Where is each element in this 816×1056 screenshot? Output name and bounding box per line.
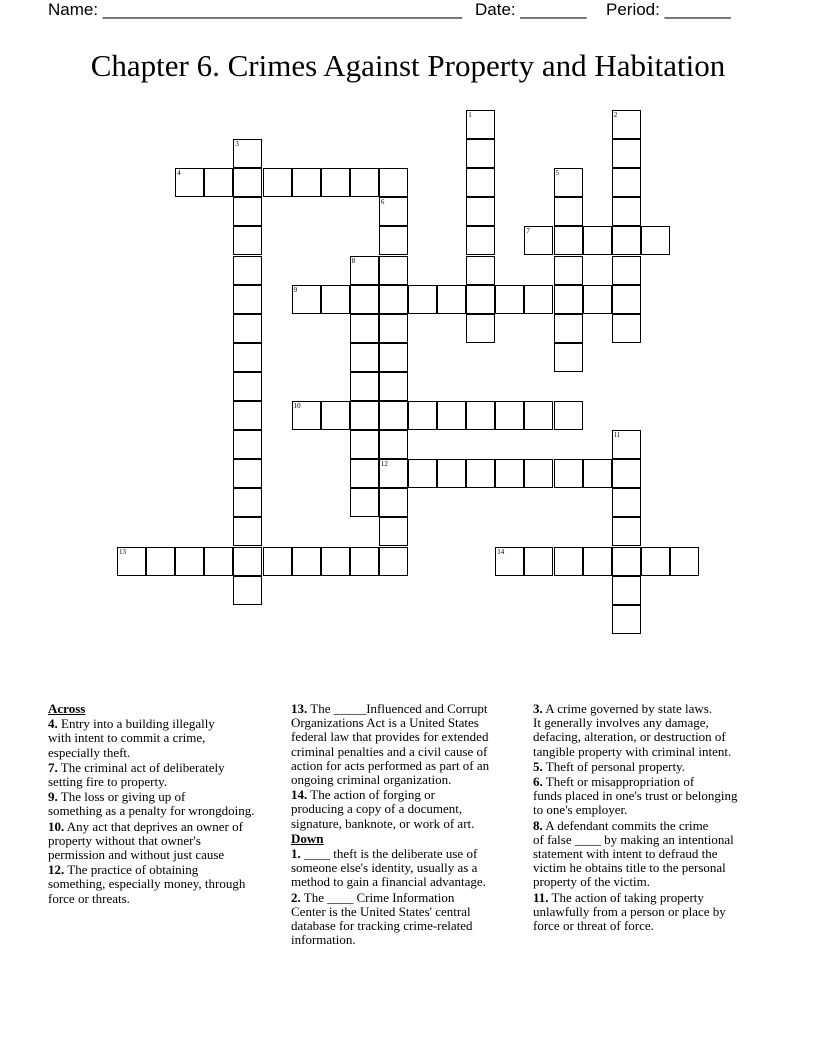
- crossword-cell[interactable]: [466, 139, 495, 168]
- crossword-cell[interactable]: [321, 547, 350, 576]
- crossword-cell[interactable]: [495, 547, 524, 576]
- crossword-cell[interactable]: [379, 547, 408, 576]
- crossword-cell[interactable]: [437, 285, 466, 314]
- crossword-cell[interactable]: [379, 401, 408, 430]
- crossword-cell[interactable]: [466, 168, 495, 197]
- crossword-cell[interactable]: [408, 459, 437, 488]
- crossword-cell[interactable]: [233, 343, 262, 372]
- crossword-cell[interactable]: [466, 459, 495, 488]
- crossword-cell[interactable]: [612, 226, 641, 255]
- clue-number: 13.: [291, 701, 308, 716]
- crossword-cell[interactable]: [524, 401, 553, 430]
- crossword-cell[interactable]: [612, 488, 641, 517]
- clue-item: 9. The loss or giving up of something as a penalty for wrongdoing.: [48, 789, 255, 819]
- crossword-cell[interactable]: [554, 459, 583, 488]
- crossword-cell[interactable]: [292, 547, 321, 576]
- crossword-cell[interactable]: [233, 314, 262, 343]
- crossword-cell[interactable]: [350, 343, 379, 372]
- clue-number-label: 11: [613, 431, 621, 440]
- crossword-cell[interactable]: [379, 256, 408, 285]
- clue-number: 6.: [533, 774, 543, 790]
- crossword-cell[interactable]: [233, 401, 262, 430]
- crossword-cell[interactable]: [379, 314, 408, 343]
- name-field-label[interactable]: Name: ______________________________________: [48, 0, 463, 19]
- clue-item: 12. The practice of obtaining something, especially money, through force or threats.: [48, 862, 246, 906]
- clue-item: 6. Theft or misappropriation of funds placed in one's trust or belonging to one's employer.: [533, 774, 738, 818]
- clue-number: 7.: [48, 759, 58, 775]
- crossword-cell[interactable]: [612, 430, 641, 459]
- crossword-cell[interactable]: [612, 197, 641, 226]
- clue-number: 2.: [291, 889, 301, 905]
- clue-number: 3.: [533, 701, 543, 716]
- clue-number-label: 5: [555, 169, 559, 178]
- crossword-cell[interactable]: [612, 314, 641, 343]
- clue-number: 1.: [291, 846, 301, 862]
- crossword-cell[interactable]: [612, 110, 641, 139]
- crossword-cell[interactable]: [233, 430, 262, 459]
- clue-number-label: 9: [293, 285, 298, 294]
- clue-number-label: 13: [119, 547, 126, 556]
- crossword-cell[interactable]: [350, 430, 379, 459]
- clue-number-label: 4: [177, 169, 181, 178]
- crossword-cell[interactable]: [495, 401, 524, 430]
- crossword-cell[interactable]: [350, 372, 379, 401]
- crossword-cell[interactable]: [408, 401, 437, 430]
- clue-number-label: 10: [293, 402, 301, 410]
- crossword-cell[interactable]: [495, 459, 524, 488]
- crossword-cell[interactable]: [379, 488, 408, 517]
- clue-item: 14. The action of forging or producing a copy of a document, signature, banknote, or work of art.: [291, 787, 475, 831]
- crossword-cell[interactable]: [554, 197, 583, 226]
- clue-number: 12.: [48, 862, 65, 878]
- clue-item: 4. Entry into a building illegally with intent to commit a crime, especially theft.: [48, 716, 215, 760]
- crossword-cell[interactable]: [233, 285, 262, 314]
- crossword-cell[interactable]: [612, 576, 641, 605]
- crossword-cell[interactable]: [233, 517, 262, 546]
- crossword-cell[interactable]: [466, 197, 495, 226]
- crossword-cell[interactable]: [379, 372, 408, 401]
- clue-item: 11. The action of taking property unlawfully from a person or place by force or threat of force.: [533, 889, 726, 934]
- crossword-cell[interactable]: [175, 168, 204, 197]
- crossword-cell[interactable]: [554, 343, 583, 372]
- clue-number-label: 3: [235, 140, 239, 149]
- date-field-label[interactable]: Date: _______: [475, 0, 587, 19]
- crossword-cell[interactable]: [612, 459, 641, 488]
- crossword-cell[interactable]: [233, 168, 262, 197]
- crossword-cell[interactable]: [612, 547, 641, 576]
- crossword-cell[interactable]: [146, 547, 175, 576]
- crossword-cell[interactable]: [117, 547, 146, 576]
- crossword-cell[interactable]: [350, 459, 379, 488]
- clue-number: 14.: [291, 787, 308, 803]
- crossword-cell[interactable]: [437, 459, 466, 488]
- crossword-cell[interactable]: [233, 372, 262, 401]
- clue-item: 3. A crime governed by state laws. It generally involves any damage, defacing, alteration, or destruction of tangible property with criminal intent.: [533, 701, 732, 759]
- crossword-cell[interactable]: [321, 168, 350, 197]
- crossword-cell[interactable]: [292, 401, 321, 430]
- crossword-cell[interactable]: [263, 547, 292, 576]
- crossword-cell[interactable]: [379, 197, 408, 226]
- crossword-cell[interactable]: [466, 401, 495, 430]
- crossword-cell[interactable]: [466, 314, 495, 343]
- clue-number-label: 14: [497, 547, 505, 556]
- crossword-cell[interactable]: [612, 605, 641, 634]
- crossword-cell[interactable]: [204, 547, 233, 576]
- clue-number-label: 6: [380, 198, 385, 207]
- crossword-cell[interactable]: [554, 547, 583, 576]
- crossword-cell[interactable]: [350, 256, 379, 285]
- clue-number: 11.: [533, 889, 549, 905]
- clues-column-2: [291, 702, 526, 948]
- clue-item: 10. Any act that deprives an owner of property without that owner's permission and without just cause: [48, 818, 243, 863]
- clue-number-label: 7: [526, 227, 530, 236]
- crossword-cell[interactable]: [350, 314, 379, 343]
- crossword-cell[interactable]: [292, 168, 321, 197]
- crossword-cell[interactable]: [175, 547, 204, 576]
- crossword-cell[interactable]: [612, 256, 641, 285]
- crossword-cell[interactable]: [612, 517, 641, 546]
- crossword-cell[interactable]: [466, 285, 495, 314]
- crossword-cell[interactable]: [350, 401, 379, 430]
- crossword-cell[interactable]: [495, 285, 524, 314]
- worksheet-title: Chapter 6. Crimes Against Property and Habitation: [90, 48, 726, 83]
- crossword-cell[interactable]: [554, 256, 583, 285]
- crossword-cell[interactable]: [466, 256, 495, 285]
- clue-item: 13. The _____Influenced and Corrupt Organizations Act is a United States federal law that provides for extended criminal penalties and a civil cause of action for acts performed as part of an ongoing criminal organization.: [291, 701, 490, 788]
- crossword-cell[interactable]: [466, 226, 495, 255]
- crossword-cell[interactable]: [233, 488, 262, 517]
- clue-item: 5. Theft of personal property.: [533, 758, 685, 774]
- crossword-cell[interactable]: [379, 517, 408, 546]
- crossword-cell[interactable]: [263, 168, 292, 197]
- crossword-cell[interactable]: [641, 226, 670, 255]
- clue-number-label: 2: [613, 111, 618, 119]
- clues-column-3: [533, 702, 773, 934]
- crossword-cell[interactable]: [321, 285, 350, 314]
- across-heading: Across: [48, 701, 86, 716]
- crossword-cell[interactable]: [612, 168, 641, 197]
- crossword-cell[interactable]: [612, 139, 641, 168]
- crossword-cell[interactable]: [524, 285, 553, 314]
- down-heading: Down: [291, 830, 324, 846]
- crossword-cell[interactable]: [612, 285, 641, 314]
- crossword-cell[interactable]: [233, 459, 262, 488]
- period-field-label[interactable]: Period: _______: [606, 0, 731, 19]
- crossword-cell[interactable]: [583, 459, 612, 488]
- crossword-cell[interactable]: [233, 547, 262, 576]
- crossword-cell[interactable]: [233, 226, 262, 255]
- crossword-cell[interactable]: [379, 168, 408, 197]
- clue-number-label: 12: [380, 460, 388, 469]
- clues-column-1: [48, 702, 283, 907]
- crossword-cell[interactable]: [233, 197, 262, 226]
- clue-number: 9.: [48, 789, 58, 805]
- crossword-cell[interactable]: [350, 285, 379, 314]
- crossword-cell[interactable]: [379, 226, 408, 255]
- crossword-cell[interactable]: [233, 576, 262, 605]
- crossword-cell[interactable]: [233, 256, 262, 285]
- clue-number: 4.: [48, 716, 58, 732]
- crossword-cell[interactable]: [554, 285, 583, 314]
- crossword-cell[interactable]: [292, 285, 321, 314]
- clue-item: 8. A defendant commits the crime of false ____ by making an intentional statement with intent to defraud the victim he obtains title to the personal property of the victim.: [533, 817, 734, 890]
- clue-item: 1. ____ theft is the deliberate use of someone else's identity, usually as a method to gain a financial advantage.: [291, 846, 486, 890]
- crossword-cell[interactable]: [437, 401, 466, 430]
- clue-number: 8.: [533, 817, 543, 833]
- crossword-cell[interactable]: [350, 168, 379, 197]
- crossword-cell[interactable]: [583, 547, 612, 576]
- clue-number: 10.: [48, 818, 65, 834]
- crossword-cell[interactable]: [554, 314, 583, 343]
- crossword-cell[interactable]: [466, 110, 495, 139]
- crossword-cell[interactable]: [204, 168, 233, 197]
- crossword-cell[interactable]: [379, 285, 408, 314]
- crossword-cell[interactable]: [379, 430, 408, 459]
- clue-number-label: 8: [351, 256, 356, 265]
- clue-number: 5.: [533, 758, 543, 774]
- crossword-cell[interactable]: [583, 285, 612, 314]
- crossword-cell[interactable]: [233, 139, 262, 168]
- crossword-cell[interactable]: [379, 459, 408, 488]
- crossword-cell[interactable]: [321, 401, 350, 430]
- crossword-cell[interactable]: [554, 401, 583, 430]
- clue-item: 2. The ____ Crime Information Center is the United States' central database for tracking crime-related information.: [291, 889, 473, 948]
- crossword-cell[interactable]: [379, 343, 408, 372]
- crossword-cell[interactable]: [408, 285, 437, 314]
- crossword-cell[interactable]: [350, 547, 379, 576]
- crossword-cell[interactable]: [350, 488, 379, 517]
- crossword-cell[interactable]: [524, 226, 553, 255]
- clue-item: 7. The criminal act of deliberately setting fire to property.: [48, 759, 225, 790]
- crossword-cell[interactable]: [583, 226, 612, 255]
- crossword-cell[interactable]: [524, 547, 553, 576]
- clue-number-label: 1: [468, 111, 472, 119]
- crossword-cell[interactable]: [554, 168, 583, 197]
- crossword-cell[interactable]: [641, 547, 670, 576]
- crossword-cell[interactable]: [554, 226, 583, 255]
- crossword-cell[interactable]: [670, 547, 699, 576]
- crossword-cell[interactable]: [524, 459, 553, 488]
